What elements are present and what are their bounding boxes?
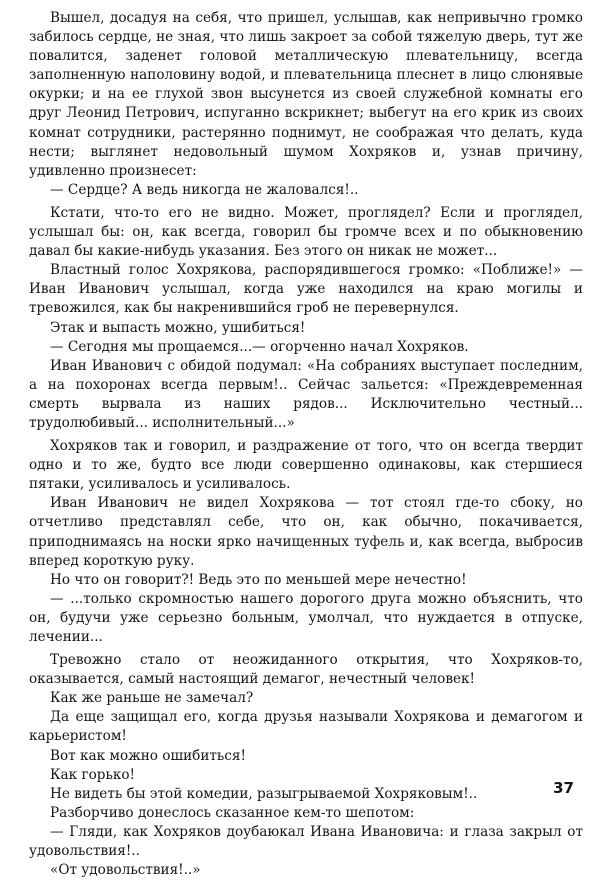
paragraph: Не видеть бы этой комедии, разыгрываемой Хохряковым!.. <box>50 785 478 802</box>
paragraph: Хохряков так и говорил, и раздражение от того, что он всегда твердит одно и то же, будто все люди совершенно одинаковы, как стершиеся пятаки, усиливалось и усиливалось. <box>29 438 583 493</box>
paragraph: «От удовольствия!..» <box>50 862 201 879</box>
paragraph: Как горько! <box>50 766 135 783</box>
body-text <box>29 9 583 880</box>
paragraph: Вот как можно ошибиться! <box>50 747 246 764</box>
paragraph: Тревожно стало от неожиданного открытия, что Хохряков-то, оказывается, самый настоящий демагог, нечестный человек! <box>29 652 583 688</box>
paragraph: Властный голос Хохрякова, распорядившегося громко: «Поближе!» — Иван Иванович услышал, когда уже находился на краю могилы и тревожился, как бы накренившийся гроб не перевернулся. <box>29 262 583 317</box>
paragraph: Разборчиво донеслось сказанное кем-то шепотом: <box>50 804 415 821</box>
paragraph: — Сегодня мы прощаемся...— огорченно начал Хохряков. <box>50 338 469 355</box>
paragraph: — Гляди, как Хохряков доубаюкал Ивана Ивановича: и глаза закрыл от удовольствия!.. <box>29 823 583 860</box>
paragraph: — ...только скромностью нашего дорогого друга можно объяснить, что он, будучи уже серьезно больным, умолчал, что нуждается в отпуске, лечении... <box>29 590 583 645</box>
paragraph: Иван Иванович не видел Хохрякова — тот стоял где-то сбоку, но отчетливо представлял себе, что он, как обычно, покачивается, приподнимаясь на носки ярко начищенных туфель и, как всегда, выбросив вперед короткую руку. <box>29 495 583 569</box>
paragraph: Да еще защищал его, когда друзья называли Хохрякова и демагогом и карьеристом! <box>29 709 583 745</box>
paragraph: Вышел, досадуя на себя, что пришел, услышав, как непривычно громко забилось сердце, не зная, что лишь закроет за собой тяжелую дверь, тут же повалится, заденет головой металлическую плевательницу, всегда заполненную наполовину водой, и плевательница плеснет в лицо слюнявые окурки; и на ее глухой звон высунется из своей служебной комнаты его друг Леонид Петрович, испуганно вскрикнет; выбегут на его крик из своих комнат сотрудники, растерянно поднимут, не соображая что делать, куда нести; выглянет недовольный шумом Хохряков и, узнав причину, удивленно произнесет: <box>29 10 583 179</box>
paragraph: Как же раньше не замечал? <box>50 690 254 707</box>
paragraph: Иван Иванович с обидой подумал: «На собраниях выступает последним, а на похоронах всегда первым!.. Сейчас зальется: «Преждевременная смерть вырвала из наших рядов... Исключительно честный... трудолюбивый... исполнительный...» <box>29 357 583 431</box>
page-number: 37 <box>553 779 574 797</box>
paragraph: — Сердце? А ведь никогда не жаловался!.. <box>50 181 359 198</box>
paragraph: Кстати, что-то его не видно. Может, проглядел? Если и проглядел, услышал бы: он, как всегда, говорил бы громче всех и по обыкновению давал бы какие-нибудь указания. Без этого он никак не может... <box>29 204 583 260</box>
paragraph: Но что он говорит?! Ведь это по меньшей мере нечестно! <box>50 571 467 588</box>
paragraph: Этак и выпасть можно, ушибиться! <box>50 319 306 336</box>
